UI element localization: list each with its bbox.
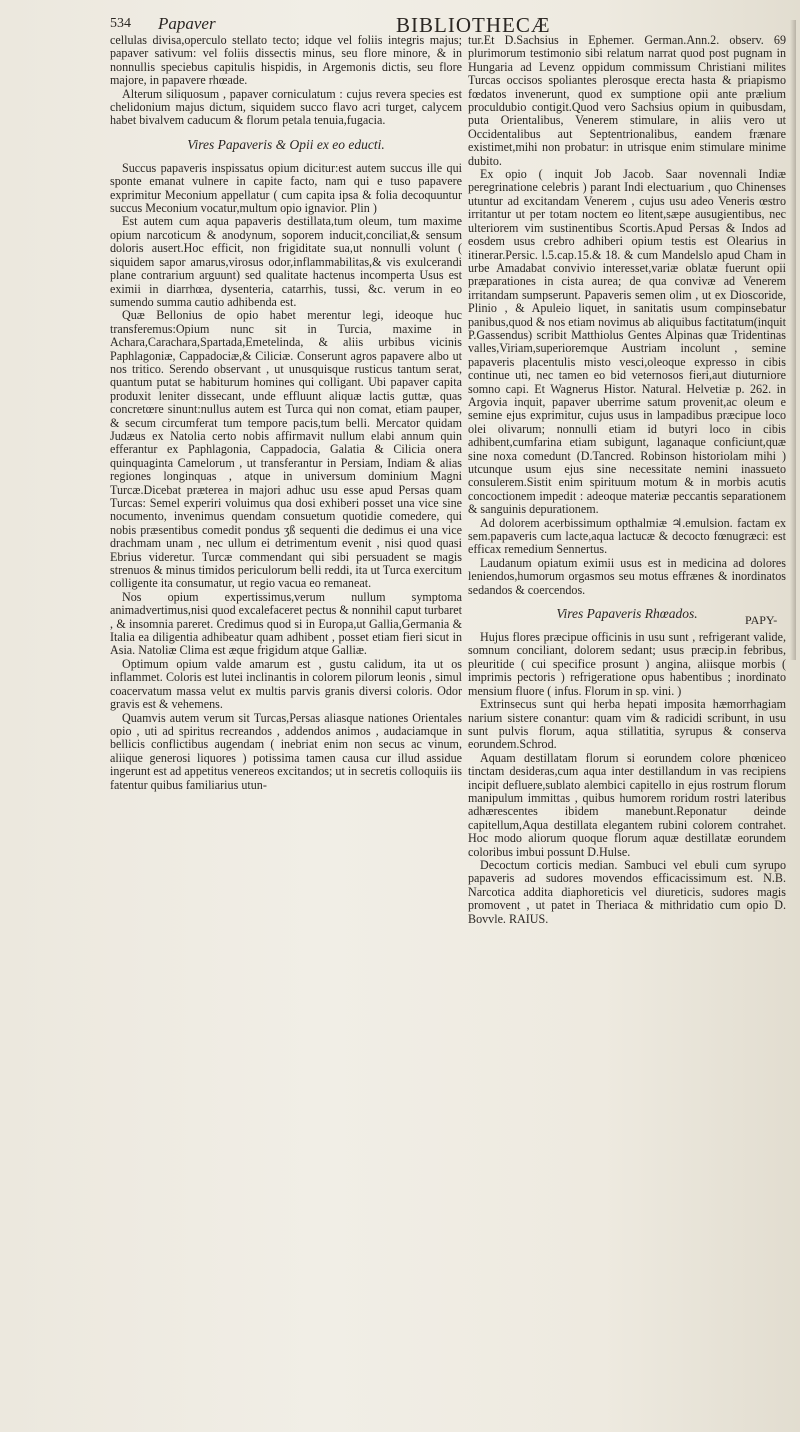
- catchword: PAPY-: [745, 613, 778, 627]
- left-column: [110, 34, 462, 792]
- left-paragraph-1: cellulas divisa,operculo stellato tecto; idque vel foliis integris majus; papaver sativum: vel foliis dissectis minus, seu flore minore, & in nonnullis speciebus capitulis hispidis, in Argemonis dictis, seu flore majore, in papavere rhœade.: [110, 34, 462, 88]
- right-paragraph-5: Hujus flores præcipue officinis in usu sunt , refrigerant valide, somnum conciliant, dolorem sedant; usus præcip.in febribus, pleuritide ( cui specifice prosunt ) angina, aliisque morbis ( imprimis pectoris ) refrigeratione opus habentibus ; inordinato mensium fluore ( infus. Florum in sp. vini. ): [468, 630, 786, 698]
- page-edge-shadow: [790, 20, 796, 660]
- right-paragraph-2: Ex opio ( inquit Job Jacob. Saar novennali Indiæ peregrinatione celebris ) parant Indi electuarium , quo Chinenses utuntur ad excitandam Venerem , cujus usu adeo Veneris œstro irritantur ut per totam noctem eo litent,sæpe ausugientibus, nec ulteriorem vim sustinentibus Scortis.Apud Persas & Indos ad eosdem usus crebro adhiberi opium testis est Olearius in itinerar.Persic. l.5.cap.15.& 18. & cum Mandelslo apud Cham in urbe Amadabat convivio interesset,variæ oblatæ fuerunt opii præparationes in cista aurea; de qua convivæ ad Venerem irritandam sumpserunt. Papaveris semen olim , ut ex Dioscoride, Plinio , & Apuleio liquet, in sanitatis usum compinsebatur panibus,quod & nos etiam novimus ab aliquibus factitatum(inquit P.Gassendus) scribit Matthiolus Gentes Alpinas quæ Tridentinas valles,Viriam,superioremque Austriam incolunt , semine papaveris placentulis misto vesci,oleoque expresso in cibis continue uti, nec tamen eo bid veternosos fieri,aut diuturniore somno capi. Et Wagnerus Histor. Natural. Helvetiæ p. 262. in Argovia inquit, papaver uberrime satum provenit,ac oleum e semine ejus exprimitur, cujus usus in lampadibus præcipue loco olei olivarum; nonnulli etiam id butyri loco in cibis adhibent,cumfarina etiam subigunt, laganaque conficiunt,quæ sine noxa comedunt (D.Tancred. Robinson historiolam mihi ) utcunque usum ejus sine necessitate nemini inassueto consulerem.Sistit enim spirituum motum & in morbis acutis concoctionem impedit : adeoque materiæ peccantis separationem & sanguinis depurationem.: [468, 167, 786, 517]
- right-paragraph-3: Ad dolorem acerbissimum opthalmiæ ♃.emulsion. factam ex sem.papaveris cum lacte,aqua lactucæ & decocto fœnugræci: est efficax remedium Sennertus.: [468, 515, 786, 557]
- running-head-right: BIBLIOTHECÆ: [396, 13, 551, 37]
- right-paragraph-7: Aquam destillatam florum si eorundem colore phœniceo tinctam desideras,cum aqua inter destillandum in vas recipiens incipit defluere,sublato alembici capitello in ejus rostrum florum manipulum immittas , quibus humorem roridum rostri lateribus adhærescentes ibidem manebunt.Reponatur deinde capitellum,Aqua destillata elegantem rubini colorem contrahet. Hoc modo aliorum quoque florum aquæ destillatæ eorundem coloribus imbui possunt D.Hulse.: [468, 750, 786, 859]
- right-paragraph-8: Decoctum corticis median. Sambuci vel ebuli cum syrupo papaveris ad sudores movendos efficacissimum est. N.B. Narcotica addita diaphoreticis vel diureticis, sudores magis promovent , ut patet in Theriaca & mithridatio cum opio D. Bovvle. RAIUS.: [468, 857, 786, 926]
- left-paragraph-3: Succus papaveris inspissatus opium dicitur:est autem succus ille qui sponte emanat vulnere in capite facto, nam qui e tuso papavere exprimitur Meconium appellatur ( cum capita ipsa & folia decoquuntur succus Meconium vocatur,multum opio ignavior. Plin ): [110, 160, 462, 216]
- right-column: [468, 34, 786, 926]
- section-heading-opium: Vires Papaveris & Opii ex eo educti.: [187, 136, 385, 152]
- right-paragraph-4: Laudanum opiatum eximii usus est in medicina ad dolores leniendos,humorum orgasmos seu motus effrænes & inordinatos sedandos & coercendos.: [468, 555, 786, 597]
- left-paragraph-5: Quæ Bellonius de opio habet merentur legi, ideoque huc transferemus:Opium nunc sit in Turcia, maxime in Achara,Carachara,Spartada,Emetelinda, & aliis urbibus vicinis Paphlagoniæ, Cappadociæ,& Ciliciæ. Conserunt agros papavere albo ut nos tritico. Serendo observant , ut unusquisque rusticus tantum serat, quantum putat se habiturum homines qui colligant. Ubi papaver capita produxit leniter dissecant, unde effluunt aliquæ lactis guttæ, quas concretœre sinunt:nullus autem est Turca qui non comat, etiam pauper, & secum circumferat tum tempore pacis,tum belli. Mercator quidam Judæus ex Natolia certo nobis affirmavit nullum elabi annum quin efferantur ex Paphlagonia, Cappadocia, Galatia & Cilicia onera quinquaginta Camelorum , ut transferantur in Persiam, Indiam & alias regiones longinquas , atque in universum dominium Magni Turcæ.Dicebat præterea in majori adhuc usu esse apud Persas quam Turcas: Semel experiri voluimus qua dosi exhiberi posset una vice sine nocumento, invenimus quendam consuetum quotidie comedere, qui nobis præsentibus comedit pondus ʒß sequenti die dedimus ei una vice drachmam unam , nec ullum ei detrimentum evenit , nisi quod quasi Ebrius videretur. Turcæ commendant qui sibi persuadent se magis strenuos & minus timidos periculorum belli reddi, ita ut Turca exercitum colligente ita consumatur, ut regio vacua eo remaneat.: [110, 308, 462, 591]
- left-paragraph-4: Est autem cum aqua papaveris destillata,tum oleum, tum maxime opium narcoticum & anodynum, soporem inducit,conciliat,& sensum doloris ausert.Hoc efficit, non frigiditate sua,ut nonnulli volunt ( siquidem sapor amarus,virosus odor,inflammabilitas,& vis exulcerandi plane contrarium arguunt) sed qualitate hactenus incomperta Usus est eximii in diarrhœa, dysenteria, catarrhis, tussi, &c. verum in eo sumendo summa cautio adhibenda est.: [110, 214, 462, 309]
- running-head-left: Papaver: [158, 14, 216, 33]
- section-heading-rhoeados: Vires Papaveris Rhœados.: [556, 606, 698, 622]
- right-paragraph-6: Extrinsecus sunt qui herba hepati imposita hæmorrhagiam narium sistere conantur: quam vim & radicidi scribunt, in usu sunt pulvis florum, aqua stillatitia, syrupus & conserva eorundem.Schrod.: [468, 697, 786, 752]
- left-paragraph-8: Quamvis autem verum sit Turcas,Persas aliasque nationes Orientales opio , uti ad spiritus recreandos , addendos animos , audaciamque in bellicis conflictibus augendam ( inebriat enim non secus ac vinum, aliique generosi liquores ) potissima tamen causa cur illud assidue ingerunt est ad appetitus venereos excitandos; ut in secretis colloquiis iis fatentur quibus familiarius utun-: [110, 710, 462, 792]
- left-paragraph-2: Alterum siliquosum , papaver corniculatum : cujus revera species est chelidonium majus dictum, siquidem succo flavo acri turget, calycem habet bivalvem caducum & florum petala tenuia,fugacia.: [110, 86, 462, 128]
- page-number: 534: [110, 16, 131, 31]
- left-paragraph-7: Optimum opium valde amarum est , gustu calidum, ita ut os inflammet. Coloris est lutei inclinantis in colorem pilorum leonis , simul coacervatum massa velut ex multis parvis granis diversi coloris. Odor gravis est & vehemens.: [110, 656, 462, 712]
- left-paragraph-6: Nos opium expertissimus,verum nullum symptoma animadvertimus,nisi quod excalefaceret pectus & nonnihil caput turbaret , & insomnia pareret. Credimus quod si in Europa,ut Gallia,Germania & Italia ea diligentia adhibeatur quam adhibent , posset etiam fieri sicut in Asia. Natoliæ Clima est æque frigidum atque Galliæ.: [110, 589, 462, 658]
- right-paragraph-1: tur.Et D.Sachsius in Ephemer. German.Ann.2. observ. 69 plurimorum testimonio sibi relatum narrat quod post pugnam in Hungaria ad Levenz oppidum commissum Christiani milites Turcas occisos spoliantes plerosque erecta hasta & priapismo fœdatos invenerunt, quod ex sumptione opii ante prælium proculdubio contigit.Quod vero Sachsius opium in quibusdam, puta Orientalibus, Venerem stimulare, in aliis vero ut Occidentalibus aut Septentrionalibus, eandem frænare existimet,mihi non probatur: in utrisque enim stimulare minime dubito.: [468, 34, 786, 168]
